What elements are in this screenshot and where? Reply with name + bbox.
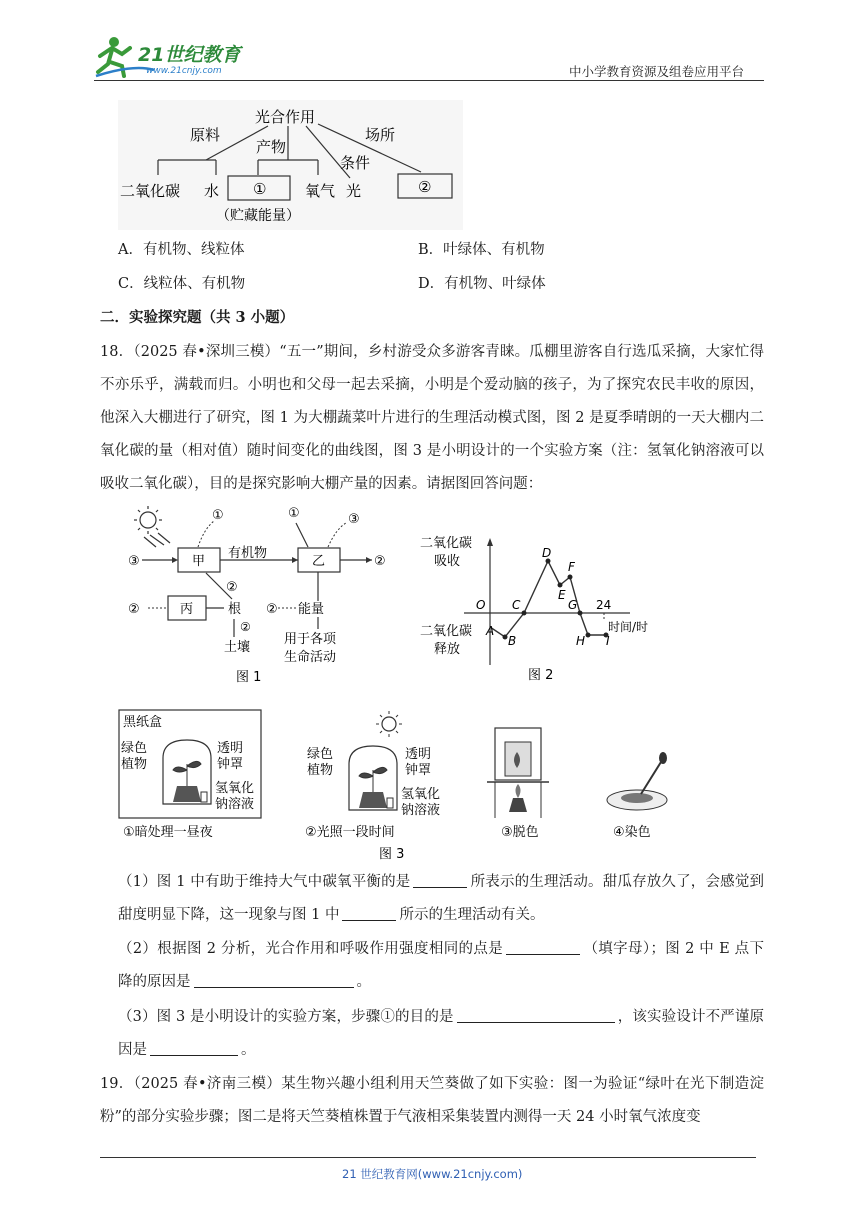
option-a: A．有机物、线粒体 <box>118 242 245 258</box>
header-logo <box>94 34 264 80</box>
svg-text:透明: 透明 <box>405 747 432 762</box>
svg-text:③脱色: ③脱色 <box>501 825 539 840</box>
svg-text:①: ① <box>212 508 224 523</box>
svg-text:O: O <box>476 598 486 612</box>
svg-text:24: 24 <box>596 598 612 612</box>
svg-text:F: F <box>568 560 575 574</box>
svg-text:释放: 释放 <box>434 642 461 657</box>
svg-text:生命活动: 生命活动 <box>284 650 337 665</box>
svg-text:黑纸盒: 黑纸盒 <box>123 715 163 730</box>
svg-text:氢氧化: 氢氧化 <box>215 781 255 796</box>
figure-3-caption: 图 3 <box>379 847 405 862</box>
svg-text:绿色: 绿色 <box>121 741 148 756</box>
svg-text:用于各项: 用于各项 <box>284 632 337 647</box>
figure-1-caption: 图 1 <box>236 670 262 685</box>
svg-text:③: ③ <box>128 554 140 569</box>
option-d: D．有机物、叶绿体 <box>418 276 546 292</box>
svg-text:①: ① <box>288 506 300 521</box>
svg-text:甲: 甲 <box>192 554 206 569</box>
option-b: B．叶绿体、有机物 <box>418 242 545 258</box>
figure-2-caption: 图 2 <box>528 668 554 683</box>
svg-text:②: ② <box>128 602 140 617</box>
answer-blank-1[interactable] <box>413 873 467 888</box>
svg-text:①暗处理一昼夜: ①暗处理一昼夜 <box>123 825 213 840</box>
co2-curve-line <box>490 561 606 637</box>
option-c: C．线粒体、有机物 <box>118 276 246 292</box>
diagram-product-label: 产物 <box>256 138 287 156</box>
svg-text:②光照一段时间: ②光照一段时间 <box>305 825 395 840</box>
svg-text:钟罩: 钟罩 <box>217 757 244 772</box>
q18-number: 18． <box>100 344 134 360</box>
svg-text:时间/时: 时间/时 <box>608 620 649 634</box>
svg-text:能量: 能量 <box>298 602 325 617</box>
svg-text:G: G <box>568 598 578 612</box>
q18-sub1: （1）图 1 中有助于维持大气中碳氧平衡的是 所表示的生理活动。甜瓜存放久了，会感觉到甜度明显下降，这一现象与图 1 中 所示的生理活动有关。 <box>118 874 764 923</box>
logo-url: www.21cnjy.com <box>146 66 222 76</box>
svg-text:吸收: 吸收 <box>434 554 461 569</box>
svg-text:乙: 乙 <box>312 554 326 569</box>
answer-blank-5[interactable] <box>457 1008 615 1023</box>
svg-text:土壤: 土壤 <box>224 640 251 655</box>
sun-icon <box>134 506 162 534</box>
svg-text:氢氧化: 氢氧化 <box>401 787 441 802</box>
answer-blank-6[interactable] <box>150 1041 238 1056</box>
answer-blank-3[interactable] <box>506 940 580 955</box>
diagram-place-label: 场所 <box>365 126 396 144</box>
q18-sub3: （3）图 3 是小明设计的实验方案，步骤①的目的是 ，该实验设计不严谨原因是 。 <box>118 1009 765 1058</box>
svg-text:丙: 丙 <box>180 602 194 617</box>
svg-text:有机物: 有机物 <box>228 546 268 561</box>
header-rule <box>94 80 764 81</box>
diagram-light-label: 光 <box>346 182 362 200</box>
svg-text:③: ③ <box>348 512 360 527</box>
diagram-store-label: （贮藏能量） <box>216 208 300 224</box>
svg-text:二氧化碳: 二氧化碳 <box>420 624 473 639</box>
question-19-intro: 19．（2025 春•济南三模）某生物兴趣小组利用天竺葵做了如下实验：图一为验证“绿叶在光下制造淀粉”的部分实验步骤；图二是将天竺葵植株置于气液相采集装置内测得一天 24 小时氧气浓度变 <box>100 1076 764 1125</box>
svg-text:植物: 植物 <box>121 757 148 772</box>
svg-text:钠溶液: 钠溶液 <box>401 803 441 818</box>
question-18-intro <box>100 336 764 501</box>
svg-text:C: C <box>512 598 521 612</box>
answer-blank-4[interactable] <box>194 973 354 988</box>
section-title: 二．实验探究题（共 3 小题） <box>100 309 295 326</box>
svg-text:②: ② <box>266 602 278 617</box>
diagram-raw-label: 原料 <box>190 126 221 144</box>
footer-rule <box>100 1157 756 1158</box>
q18-sub2: （2）根据图 2 分析，光合作用和呼吸作用强度相同的点是 （填字母）；图 2 中 E 点下降的原因是 。 <box>118 941 764 990</box>
svg-text:②: ② <box>240 620 251 634</box>
svg-text:钠溶液: 钠溶液 <box>215 797 255 812</box>
svg-text:绿色: 绿色 <box>307 747 334 762</box>
diagram-box1-label: ① <box>253 180 267 198</box>
q18-intro-text: “五一”期间，乡村游受众多游客青睐。瓜棚里游客自行选瓜采摘，大家忙得不亦乐乎，满载而归。小明也和父母一起去采摘，小明是个爱动脑的孩子，为了探究农民丰收的原因，他深入大棚进行了研究，图 1 为大棚蔬菜叶片进行的生理活动模式图，图 2 是夏季晴朗的一天大棚内二氧化碳的量（相对值）随时间变化的曲线图，图 3 是小明设计的一个实验方案（注：氢氧化钠溶液可以吸收二氧化碳），目的是探究影响大棚产量的因素。请据图回答问题： <box>100 344 764 492</box>
svg-text:透明: 透明 <box>217 741 244 756</box>
svg-text:钟罩: 钟罩 <box>405 763 432 778</box>
answer-blank-2[interactable] <box>342 906 396 921</box>
svg-text:根: 根 <box>228 602 242 617</box>
svg-text:H: H <box>576 634 586 648</box>
stain-dish-icon <box>607 752 667 810</box>
logo-title: 21世纪教育 <box>138 44 241 66</box>
figure-3-experiment <box>117 708 677 866</box>
svg-text:④染色: ④染色 <box>613 825 651 840</box>
svg-text:E: E <box>558 588 566 602</box>
svg-text:A: A <box>486 624 495 638</box>
svg-text:植物: 植物 <box>307 763 334 778</box>
svg-text:B: B <box>508 634 517 648</box>
diagram-water-label: 水 <box>204 182 220 200</box>
diagram-oxygen-label: 氧气 <box>305 182 336 200</box>
diagram-co2-label: 二氧化碳 <box>120 182 181 200</box>
q18-source: （2025 春•深圳三模） <box>133 344 280 360</box>
diagram-center-label: 光合作用 <box>255 108 316 126</box>
header-platform-text: 中小学教育资源及组卷应用平台 <box>569 64 745 79</box>
decolorize-beaker-icon <box>487 728 549 818</box>
figure-2-co2-curve <box>420 535 670 685</box>
svg-text:I: I <box>606 634 610 648</box>
svg-text:②: ② <box>374 554 386 569</box>
diagram-box2-label: ② <box>418 178 432 196</box>
svg-text:D: D <box>542 546 552 560</box>
diagram-condition-label: 条件 <box>340 154 371 172</box>
photosynthesis-concept-diagram <box>118 100 463 230</box>
figure-1-diagram <box>128 503 398 693</box>
footer-link[interactable]: 21 世纪教育网(www.21cnjy.com) <box>342 1167 523 1181</box>
sun-icon-2 <box>376 711 402 737</box>
svg-text:二氧化碳: 二氧化碳 <box>420 536 473 551</box>
svg-text:②: ② <box>226 580 238 595</box>
